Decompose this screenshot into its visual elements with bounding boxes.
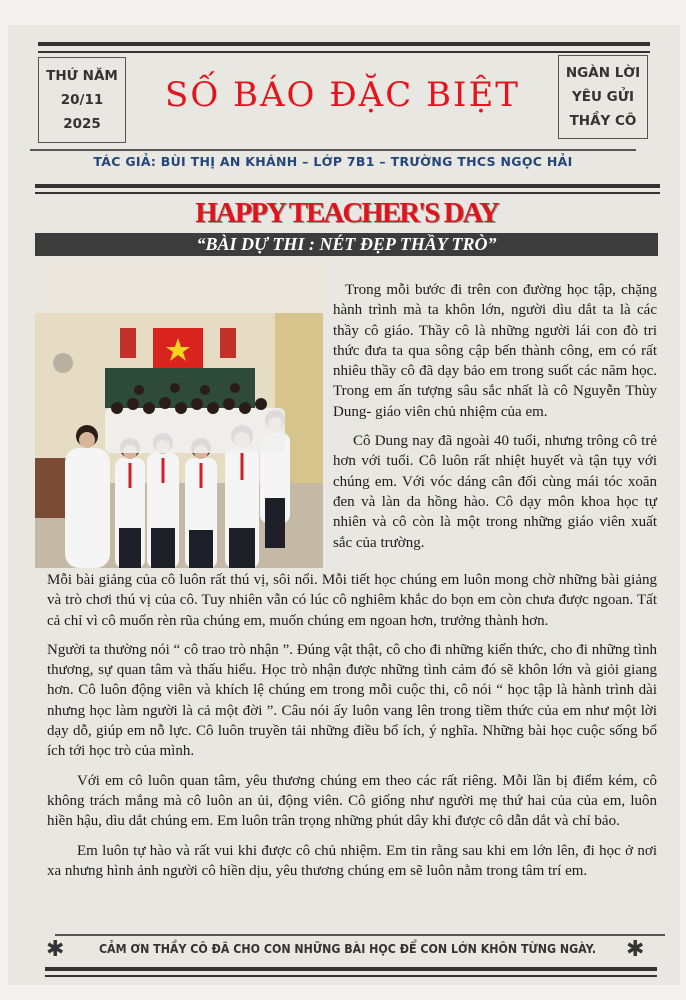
top-thick-rule xyxy=(38,42,650,46)
paragraph-care: Với em cô luôn quan tâm, yêu thương chúng em theo các rất riêng. Mỗi lần bị điểm kém, cô không trách mắng mà cô luôn an ủi, động viên. Cô giống như người mẹ thứ hai của của em, luôn hiền hậu, dìu dắt chúng em. Em luôn trân trọng những phút dây khi được cô dẫn dắt và chỉ bảo. xyxy=(47,772,657,830)
article-body xyxy=(47,258,657,881)
footer-thick-rule xyxy=(45,967,657,971)
newspaper-title: SỐ BÁO ĐẶC BIỆT xyxy=(165,75,520,115)
footer-top-rule xyxy=(55,934,665,936)
paragraph-lessons: Mỗi bài giảng của cô luôn rất thú vị, sôi nổi. Mỗi tiết học chúng em luôn mong chờ những bài giảng và trò chơi thú vị của cô. Tuy nhiên vẫn có lúc cô nghiêm khắc do bọn em còn chưa được ngoan. Tất cả chỉ vì cô muốn rèn rũa chúng em, muốn chúng em ngoan hơn, trưởng thành hơn. xyxy=(47,572,657,629)
date-weekday: THỨ NĂM xyxy=(46,68,118,84)
section-thick-rule xyxy=(35,184,660,188)
class-photo xyxy=(35,258,323,568)
byline-rule xyxy=(30,149,636,151)
date-year: 2025 xyxy=(63,116,101,132)
dedication-box xyxy=(558,55,648,139)
asterisk-ornament-icon: ✱ xyxy=(626,937,645,962)
headline: HAPPY TEACHER'S DAY xyxy=(195,197,498,229)
dedication-line-1: NGÀN LỜI xyxy=(565,65,641,81)
date-day: 20/11 xyxy=(60,92,104,108)
paragraph-pride: Em luôn tự hào và rất vui khi được cô chủ nhiệm. Em tin rằng sau khi em lớn lên, đi học ở nơi xa nhưng hình ảnh người cô hiền dịu, yêu thương chúng em sẽ luôn nằm trong tâm trí em. xyxy=(47,842,657,879)
dedication-line-2: YÊU GỬI xyxy=(571,89,635,105)
contest-title-band: “BÀI DỰ THI : NÉT ĐẸP THẦY TRÒ” xyxy=(35,233,658,256)
author-byline: TÁC GIẢ: BÙI THỊ AN KHÁNH – LỚP 7B1 – TRƯỜNG THCS NGỌC HẢI xyxy=(93,154,573,169)
paragraph-giving: Người ta thường nói “ cô trao trò nhận ”. Đúng vật thật, cô cho đi những kiến thức, cho đi những tình thương, sự quan tâm và thấu hiểu. Học trò nhận được những tình cảm đó sẽ khôn lớn và giỏi giang hơn. Cô luôn động viên và khích lệ chúng em trong mỗi cuộc thi, cô nói “ học tập là hành trình dài nhưng học làm người là cả một đời ”. Câu nói ấy luôn vang lên trong tiềm thức của em như một lời dạy dỗ, giúp em nỗ lực. Cô luôn truyền tải những điều bổ ích, ý nghĩa. Những bài học cuộc sống bổ ích tới học trò của mình. xyxy=(47,641,657,760)
paragraph-intro: Trong mỗi bước đi trên con đường học tập, chặng hành trình mà ta khôn lớn, người dìu dắt ta là các thầy cô giáo. Thầy cô là những người lái con đò tri thức đưa ta qua sông cập bến thành công, em có rất nhiêu thầy cô đã dạy bảo em trong suốt các năm học. Trong em ấn tượng sâu sắc nhất là cô Nguyễn Thùy Dung- giáo viên chủ nhiệm của em. xyxy=(333,282,657,420)
footer-thin-rule xyxy=(45,975,657,977)
dedication-line-3: THẦY CÔ xyxy=(569,113,637,129)
asterisk-ornament-icon: ✱ xyxy=(46,937,65,962)
date-box xyxy=(38,57,126,143)
footer-thanks: CẢM ƠN THẦY CÔ ĐÃ CHO CON NHỮNG BÀI HỌC ĐỂ CON LỚN KHÔN TỪNG NGÀY. xyxy=(98,942,597,956)
section-thin-rule xyxy=(35,192,660,194)
top-thin-rule xyxy=(38,51,650,53)
paragraph-teacher-description: Cô Dung nay đã ngoài 40 tuổi, nhưng trông cô trẻ hơn với tuổi. Cô luôn rất nhiệt huyết và tận tụy với chúng em. Với vóc dáng cân đối cùng mái tóc xoăn đen và làn da hồng hào. Cô dạy môn khoa học tự nhiên và cô còn là một trong những giáo viên xuất sắc của trường. xyxy=(333,433,657,551)
